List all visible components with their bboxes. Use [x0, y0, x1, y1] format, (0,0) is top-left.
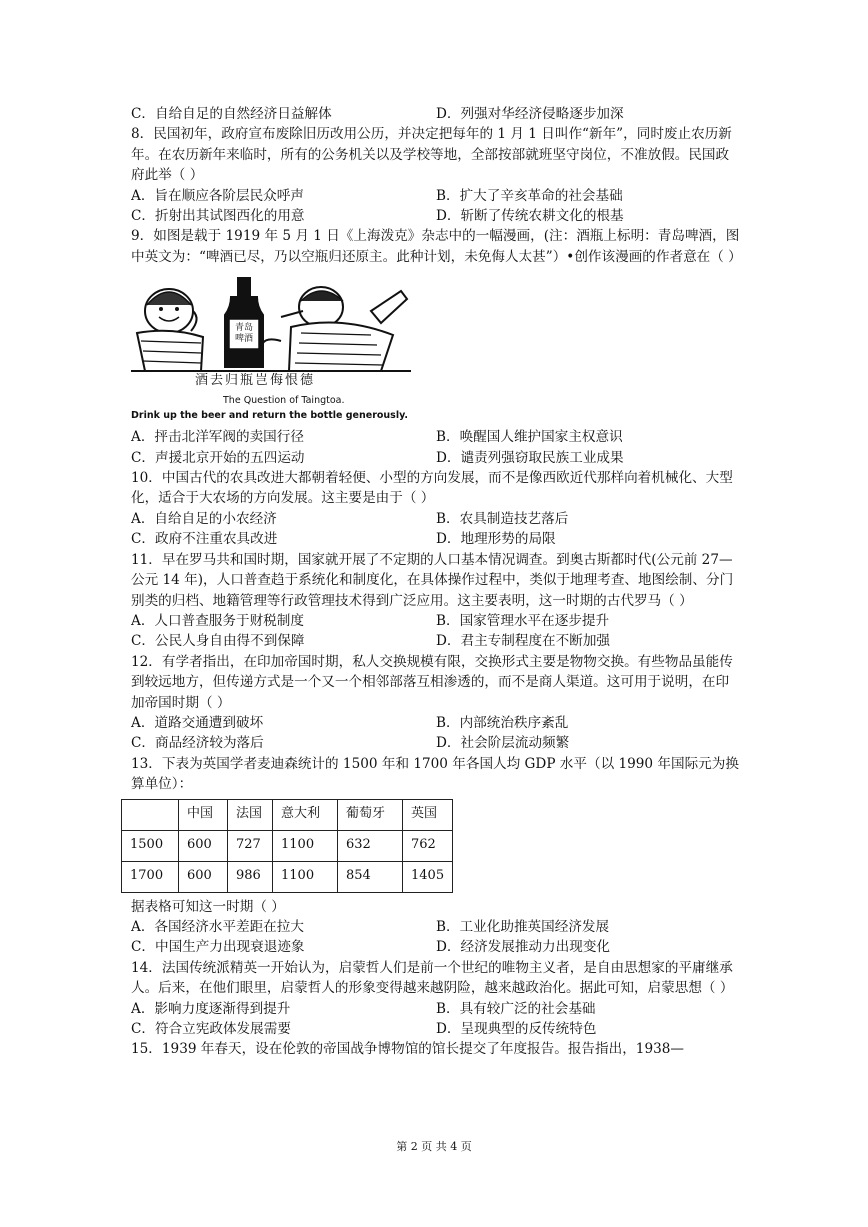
q12-option-d: D．社会阶层流动频繁 — [436, 735, 570, 752]
q8-options — [131, 186, 741, 227]
q10-option-a: A．自给自足的小农经济 — [131, 510, 277, 527]
table-header-cell: 中国 — [179, 799, 228, 830]
table-cell: 600 — [179, 830, 228, 861]
q9-option-a: A．抨击北洋军阀的卖国行径 — [131, 429, 304, 446]
q13-stem: 13．下表为英国学者麦迪森统计的 1500 年和 1700 年各国人均 GDP 水平（以 1990 年国际元为换算单位）： — [131, 755, 739, 793]
cartoon-caption-text: Drink up the beer and return the bottle generously. — [131, 410, 409, 422]
q10-stem: 10．中国古代的农具改进大都朝着轻便、小型的方向发展，而不是像西欧近代那样向着机械化、大型化，适合于大农场的方向发展。这主要是由于（ ） — [131, 470, 733, 507]
q11-option-d: D．君主专制程度在不断加强 — [436, 633, 611, 650]
table-header-cell: 意大利 — [273, 799, 338, 830]
bottle-label: 青岛啤酒 — [234, 323, 253, 345]
cartoon-chinese-caption: 酒去归瓶岂侮恨德 — [195, 373, 316, 389]
q9-option-b: B．唤醒国人维护国家主权意识 — [436, 429, 623, 446]
gdp-table — [121, 799, 453, 893]
table-cell: 1100 — [273, 830, 338, 861]
table-cell: 986 — [228, 861, 273, 892]
q7-option-d: D．列强对华经济侵略逐步加深 — [436, 106, 624, 122]
q14-option-a: A．影响力度逐渐得到提升 — [131, 1000, 291, 1017]
table-row — [122, 830, 453, 861]
q9-option-d: D．谴责列强窃取民族工业成果 — [436, 449, 624, 466]
q8-option-c: C．折射出其试图西化的用意 — [131, 208, 305, 225]
table-cell: 1700 — [122, 861, 179, 892]
table-header-row — [122, 799, 453, 830]
q14-option-c: C．符合立宪政体发展需要 — [131, 1021, 291, 1037]
table-header-cell: 法国 — [228, 799, 273, 830]
table-header-cell — [122, 799, 179, 830]
q13-option-a: A．各国经济水平差距在拉大 — [131, 918, 304, 935]
q13-option-c: C．中国生产力出现衰退迹象 — [131, 939, 305, 956]
q11-option-c: C．公民人身自由得不到保障 — [131, 633, 305, 650]
q9-stem: 9．如图是载于 1919 年 5 月 1 日《上海泼克》杂志中的一幅漫画，(注：酒瓶上标明：青岛啤酒，图中英文为：“啤酒已尽，乃以空瓶归还原主。此种计划，未免侮人太甚”）•创作该漫画的作者意在（ ） — [131, 228, 742, 265]
table-cell: 762 — [403, 830, 453, 861]
q9-options — [131, 427, 741, 468]
q14-option-d: D．呈现典型的反传统特色 — [436, 1021, 597, 1037]
q14-stem: 14．法国传统派精英一开始认为，启蒙哲人们是前一个世纪的唯物主义者，是自由思想家的平庸继承人。后来，在他们眼里，启蒙哲人的形象变得越来越阴险，越来越政治化。据此可知，启蒙思想（ ） — [131, 959, 734, 997]
q13-option-b: B．工业化助推英国经济发展 — [436, 918, 610, 935]
table-header-cell: 葡萄牙 — [338, 799, 403, 830]
q8-option-d: D．斩断了传统农耕文化的根基 — [436, 208, 624, 225]
cartoon-figure — [131, 271, 411, 423]
q11-option-a: A．人口普查服务于财税制度 — [131, 612, 304, 629]
q8-option-b: B．扩大了辛亥革命的社会基础 — [436, 187, 623, 204]
q13-option-d: D．经济发展推动力出现变化 — [436, 939, 611, 956]
table-row — [122, 861, 453, 892]
q13-options — [131, 917, 741, 958]
table-cell: 632 — [338, 830, 403, 861]
q13-after-table: 据表格可知这一时期（ ） — [131, 898, 285, 915]
q9-option-c: C．声援北京开始的五四运动 — [131, 449, 305, 466]
table-cell: 1405 — [403, 861, 453, 892]
q11-stem: 11．早在罗马共和国时期，国家就开展了不定期的人口基本情况调查。到奥古斯都时代(公元前 27—公元 14 年)，人口普查趋于系统化和制度化，在具体操作过程中，类似于地理考查、地图绘制、分门别类的归档、地籍管理等行政管理技术得到广泛应用。这主要表明，这一时期的古代罗马（ ） — [131, 551, 734, 609]
q10-options — [131, 509, 741, 550]
page-footer: 第 2 页 共 4 页 — [396, 1140, 472, 1153]
q7-options — [131, 104, 741, 124]
table-header-cell: 英国 — [403, 799, 453, 830]
table-cell: 600 — [179, 861, 228, 892]
q11-option-b: B．国家管理水平在逐步提升 — [436, 612, 610, 629]
q12-option-b: B．内部统治秩序紊乱 — [436, 714, 569, 731]
q8-option-a: A．旨在顺应各阶层民众呼声 — [131, 187, 304, 204]
q14-option-b: B．具有较广泛的社会基础 — [436, 1000, 596, 1017]
table-cell: 727 — [228, 830, 273, 861]
q11-options — [131, 611, 741, 652]
q12-options — [131, 713, 741, 754]
exam-page — [131, 104, 741, 1060]
cartoon-caption-title: The Question of Taingtoa. — [223, 395, 345, 407]
q12-stem: 12．有学者指出，在印加帝国时期，私人交换规模有限，交换形式主要是物物交换。有些物品虽能传到较远地方，但传递方式是一个又一个相邻部落互相渗透的，而不是商人渠道。这可用于说明，在印加帝国时期（ ） — [131, 653, 733, 711]
table-cell: 854 — [338, 861, 403, 892]
q12-option-a: A．道路交通遭到破坏 — [131, 714, 264, 731]
table-cell: 1100 — [273, 861, 338, 892]
q15-stem: 15．1939 年春天，设在伦敦的帝国战争博物馆的馆长提交了年度报告。报告指出，1938— — [131, 1041, 684, 1058]
q8-stem: 8．民国初年，政府宣布废除旧历改用公历，并决定把每年的 1 月 1 日叫作“新年”，同时废止农历新年。在农历新年来临时，所有的公务机关以及学校等地，全部按部就班坚守岗位，不准放假。民国政府此举（ ） — [131, 126, 732, 184]
q10-option-b: B．农具制造技艺落后 — [436, 510, 569, 527]
q10-option-d: D．地理形势的局限 — [436, 531, 556, 548]
q10-option-c: C．政府不注重农具改进 — [131, 531, 278, 548]
table-cell: 1500 — [122, 830, 179, 861]
q14-options — [131, 999, 741, 1040]
q7-option-c: C．自给自足的自然经济日益解体 — [131, 106, 332, 122]
q12-option-c: C．商品经济较为落后 — [131, 735, 264, 752]
